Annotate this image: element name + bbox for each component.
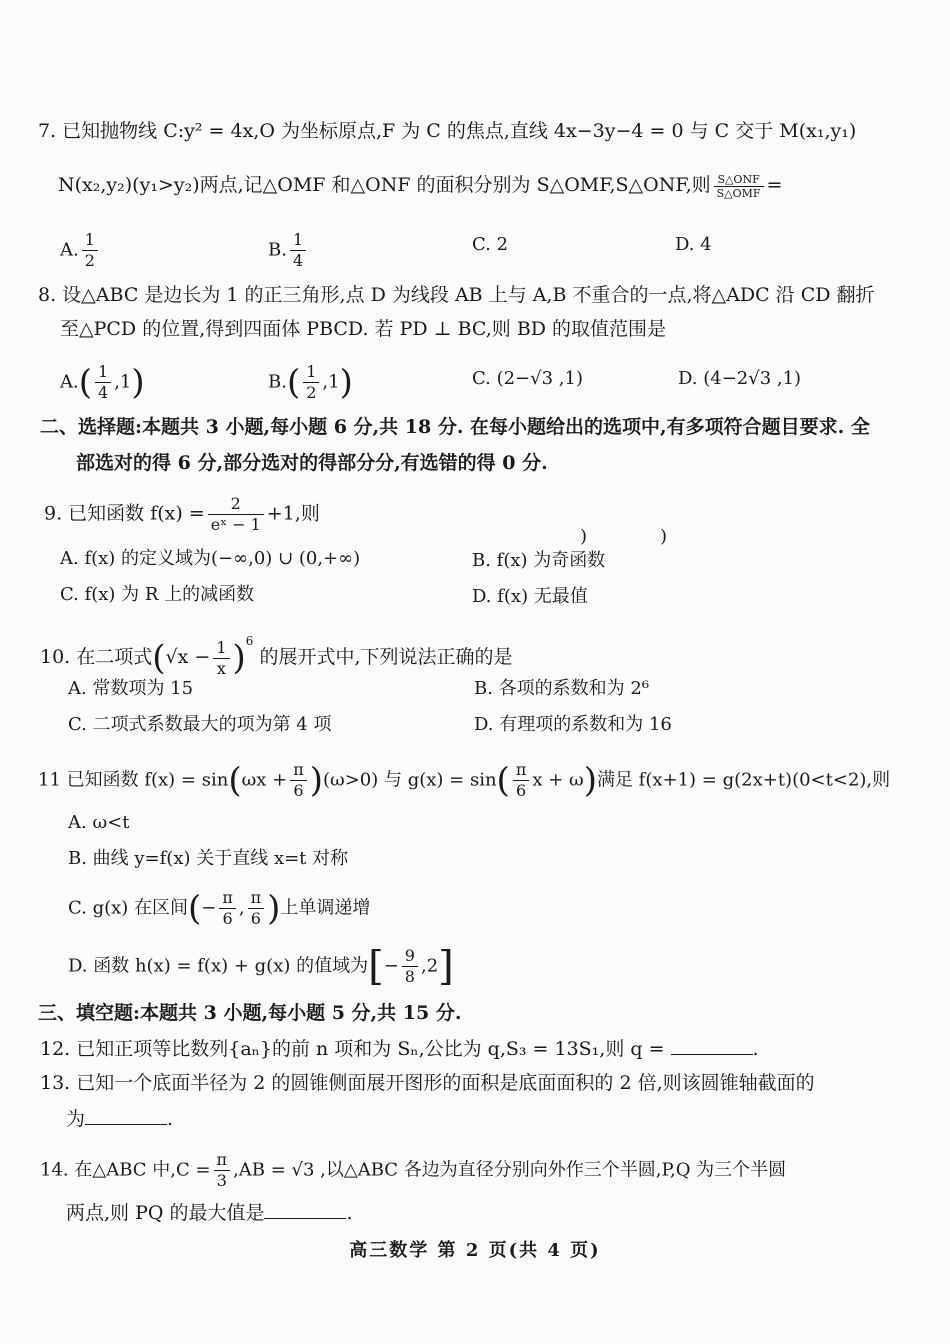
q8-a-rparen: )	[131, 362, 145, 403]
q8-a-num: 1	[95, 362, 111, 383]
q11-rparen-1: )	[309, 760, 324, 801]
q8-option-c: C. (2−√3 ,1)	[472, 368, 583, 389]
q10-option-c: C. 二项式系数最大的项为第 4 项	[68, 714, 332, 735]
q9-fraction	[208, 494, 264, 535]
q11-stem	[38, 760, 890, 801]
q11-d-num: 9	[402, 946, 418, 967]
q9-num: 2	[208, 494, 264, 515]
q11-option-c: C. g(x) 在区间(− $\frac{\pi}{6}$ , $\frac{\pi}{6}$ )上单调递增	[68, 888, 371, 929]
q7-b-fraction	[290, 230, 306, 271]
q11-p1-fraction	[290, 760, 307, 801]
q10-exponent: 6	[245, 634, 254, 648]
q8-b-den: 2	[306, 383, 317, 402]
q7-option-b	[268, 230, 309, 271]
q11-option-b: B. 曲线 y=f(x) 关于直线 x=t 对称	[68, 848, 349, 869]
q14-den: 3	[216, 1171, 227, 1190]
q13-line2	[66, 1106, 173, 1132]
q7-ratio-num: S△ONF	[714, 173, 764, 187]
q9-option-d: D. f(x) 无最值	[472, 586, 588, 607]
q14-pre: 14. 在△ABC 中,C =	[40, 1159, 211, 1181]
q8-b-label: B.	[268, 371, 287, 393]
q7-a-fraction	[82, 230, 98, 271]
q8-a-lparen: (	[78, 362, 92, 403]
q11-c-n1: π	[219, 888, 236, 909]
q7-a-label: A.	[60, 239, 79, 261]
q8-b-rparen: )	[339, 362, 353, 403]
q7-ratio-den: S△OMF	[716, 186, 761, 200]
q7-ratio-fraction	[714, 173, 764, 200]
q11-option-a: A. ω<t	[68, 812, 130, 833]
q11-c-d1: 6	[222, 909, 233, 928]
q7-b-den: 4	[292, 251, 304, 270]
q8-option-a	[60, 362, 145, 403]
q7-line1: 7. 已知抛物线 C:y² = 4x,O 为坐标原点,F 为 C 的焦点,直线 4x−3y−4 = 0 与 C 交于 M(x₁,y₁)	[38, 120, 857, 142]
q12-answer-blank[interactable]	[671, 1036, 753, 1055]
q9-stem-pre: 9. 已知函数 f(x) =	[44, 502, 205, 525]
q11-lparen-1: (	[228, 760, 242, 801]
q11-c-rparen: )	[267, 888, 281, 929]
q10-stem-pre: 10. 在二项式	[40, 646, 153, 668]
q8-option-b	[268, 362, 353, 403]
q11-d-den: 8	[404, 967, 415, 986]
q10-stem	[40, 628, 513, 679]
q7-line2-text: N(x₂,y₂)(y₁>y₂)两点,记△OMF 和△ONF 的面积分别为 S△OMF,S△ONF,则	[58, 174, 711, 196]
q13-line2-pre: 为	[66, 1108, 86, 1130]
page-footer: 高三数学 第 2 页(共 4 页)	[349, 1240, 601, 1261]
q11-p1-den: 6	[293, 781, 304, 800]
q14-fraction	[214, 1150, 231, 1191]
q9-den: eˣ − 1	[210, 515, 261, 534]
q8-option-d: D. (4−2√3 ,1)	[678, 368, 802, 389]
q8-b-num: 1	[303, 362, 319, 383]
q14-num: π	[214, 1150, 231, 1171]
q11-d-rbracket: ]	[438, 943, 454, 990]
section2-heading-line2: 部选对的得 6 分,部分选对的得部分分,有选错的得 0 分.	[76, 452, 548, 474]
q8-a-tail: ,1	[114, 371, 132, 393]
q8-line2: 至△PCD 的位置,得到四面体 PBCD. 若 PD ⊥ BC,则 BD 的取值范围是	[60, 318, 667, 340]
q14-line2-pre: 两点,则 PQ 的最大值是	[66, 1202, 265, 1224]
q10-den: x	[216, 658, 226, 678]
q10-option-d: D. 有理项的系数和为 16	[474, 714, 672, 735]
q7-option-d: D. 4	[675, 234, 712, 255]
q11-mid: (ω>0) 与 g(x) = sin	[323, 769, 497, 791]
q11-c-post: 上单调递增	[280, 897, 371, 919]
q11-d-pre: D. 函数 h(x) = f(x) + g(x) 的值域为	[68, 955, 369, 977]
q10-stem-post: 的展开式中,下列说法正确的是	[259, 646, 513, 668]
q9-stem-post: +1,则	[266, 502, 320, 525]
q11-d-tail: ,2	[420, 955, 439, 977]
q14-line1	[40, 1150, 786, 1191]
q7-option-a	[60, 230, 101, 271]
q12-text: 12. 已知正项等比数列{aₙ}的前 n 项和为 Sₙ,公比为 q,S₃ = 13S₁,则 q =	[40, 1038, 665, 1060]
q11-c-frac1	[219, 888, 236, 929]
q11-pre: 11 已知函数 f(x) = sin	[38, 769, 229, 791]
q9-option-c: C. f(x) 为 R 上的减函数	[60, 584, 255, 605]
q8-b-fraction	[303, 362, 319, 403]
q7-b-label: B.	[268, 239, 287, 261]
q7-option-c: C. 2	[472, 234, 509, 255]
q11-c-d2: 6	[250, 909, 261, 928]
q7-line2	[58, 172, 782, 200]
q11-p1-num: π	[290, 760, 307, 781]
q10-rparen: )	[232, 638, 246, 678]
q7-b-num: 1	[290, 230, 306, 251]
q13-answer-blank[interactable]	[85, 1106, 167, 1125]
q7-a-num: 1	[82, 230, 98, 251]
q11-option-d: D. 函数 h(x) = f(x) + g(x) 的值域为[− $\frac{9}{8}$ ,2]	[68, 943, 454, 990]
q10-lparen: (	[152, 638, 166, 678]
q11-p2-tail: x + ω	[532, 769, 584, 791]
q9-stray-paren-1: )	[580, 526, 588, 547]
q9-stray-paren-2: )	[660, 526, 668, 547]
q11-p2-den: 6	[515, 781, 527, 800]
q14-answer-blank[interactable]	[264, 1200, 346, 1219]
section3-heading: 三、填空题:本题共 3 小题,每小题 5 分,共 15 分.	[38, 1002, 462, 1024]
q11-c-lparen: (	[188, 888, 202, 929]
q10-num: 1	[213, 638, 229, 659]
q14-post: ,AB = √3 ,以△ABC 各边为直径分别向外作三个半圆,P,Q 为三个半圆	[233, 1159, 787, 1181]
q9-stem	[44, 494, 320, 535]
q10-fraction	[213, 638, 229, 679]
q12-end: .	[752, 1038, 759, 1060]
q10-option-a: A. 常数项为 15	[68, 678, 194, 699]
q11-c-frac2	[248, 888, 265, 929]
q8-line1: 8. 设△ABC 是边长为 1 的正三角形,点 D 为线段 AB 上与 A,B 不重合的一点,将△ADC 沿 CD 翻折	[38, 284, 875, 306]
q11-rparen-2: )	[583, 760, 597, 801]
q11-c-n2: π	[248, 888, 265, 909]
q7-eq: =	[766, 174, 783, 196]
q9-option-b: B. f(x) 为奇函数	[472, 550, 606, 571]
section2-heading-line1: 二、选择题:本题共 3 小题,每小题 6 分,共 18 分. 在每小题给出的选项中,有多项符合题目要求. 全	[40, 416, 870, 438]
q11-p2-fraction	[513, 760, 530, 801]
q8-a-fraction	[95, 362, 111, 403]
q8-a-den: 4	[98, 383, 109, 402]
q11-d-lbracket: [	[368, 943, 384, 990]
q8-a-label: A.	[60, 371, 79, 393]
q9-option-a: A. f(x) 的定义域为(−∞,0) ∪ (0,+∞)	[60, 548, 361, 569]
q10-inner: √x −	[165, 646, 211, 668]
q11-p1: ωx +	[241, 769, 288, 791]
q14-end: .	[346, 1202, 353, 1224]
q11-p2-num: π	[513, 760, 530, 781]
q11-d-fraction	[402, 946, 418, 987]
q11-c-pre: C. g(x) 在区间	[68, 897, 189, 919]
q14-line2	[66, 1200, 353, 1226]
q11-lparen-2: (	[496, 760, 510, 801]
q13-line1: 13. 已知一个底面半径为 2 的圆锥侧面展开图形的面积是底面面积的 2 倍,则该圆锥轴截面的	[40, 1072, 815, 1094]
q8-b-lparen: (	[286, 362, 301, 403]
q12	[40, 1036, 759, 1062]
q7-a-den: 2	[84, 251, 95, 270]
q10-option-b: B. 各项的系数和为 2⁶	[474, 678, 650, 699]
q11-post: 满足 f(x+1) = g(2x+t)(0<t<2),则	[596, 769, 891, 791]
q13-end: .	[167, 1108, 174, 1130]
q8-b-tail: ,1	[322, 371, 340, 393]
